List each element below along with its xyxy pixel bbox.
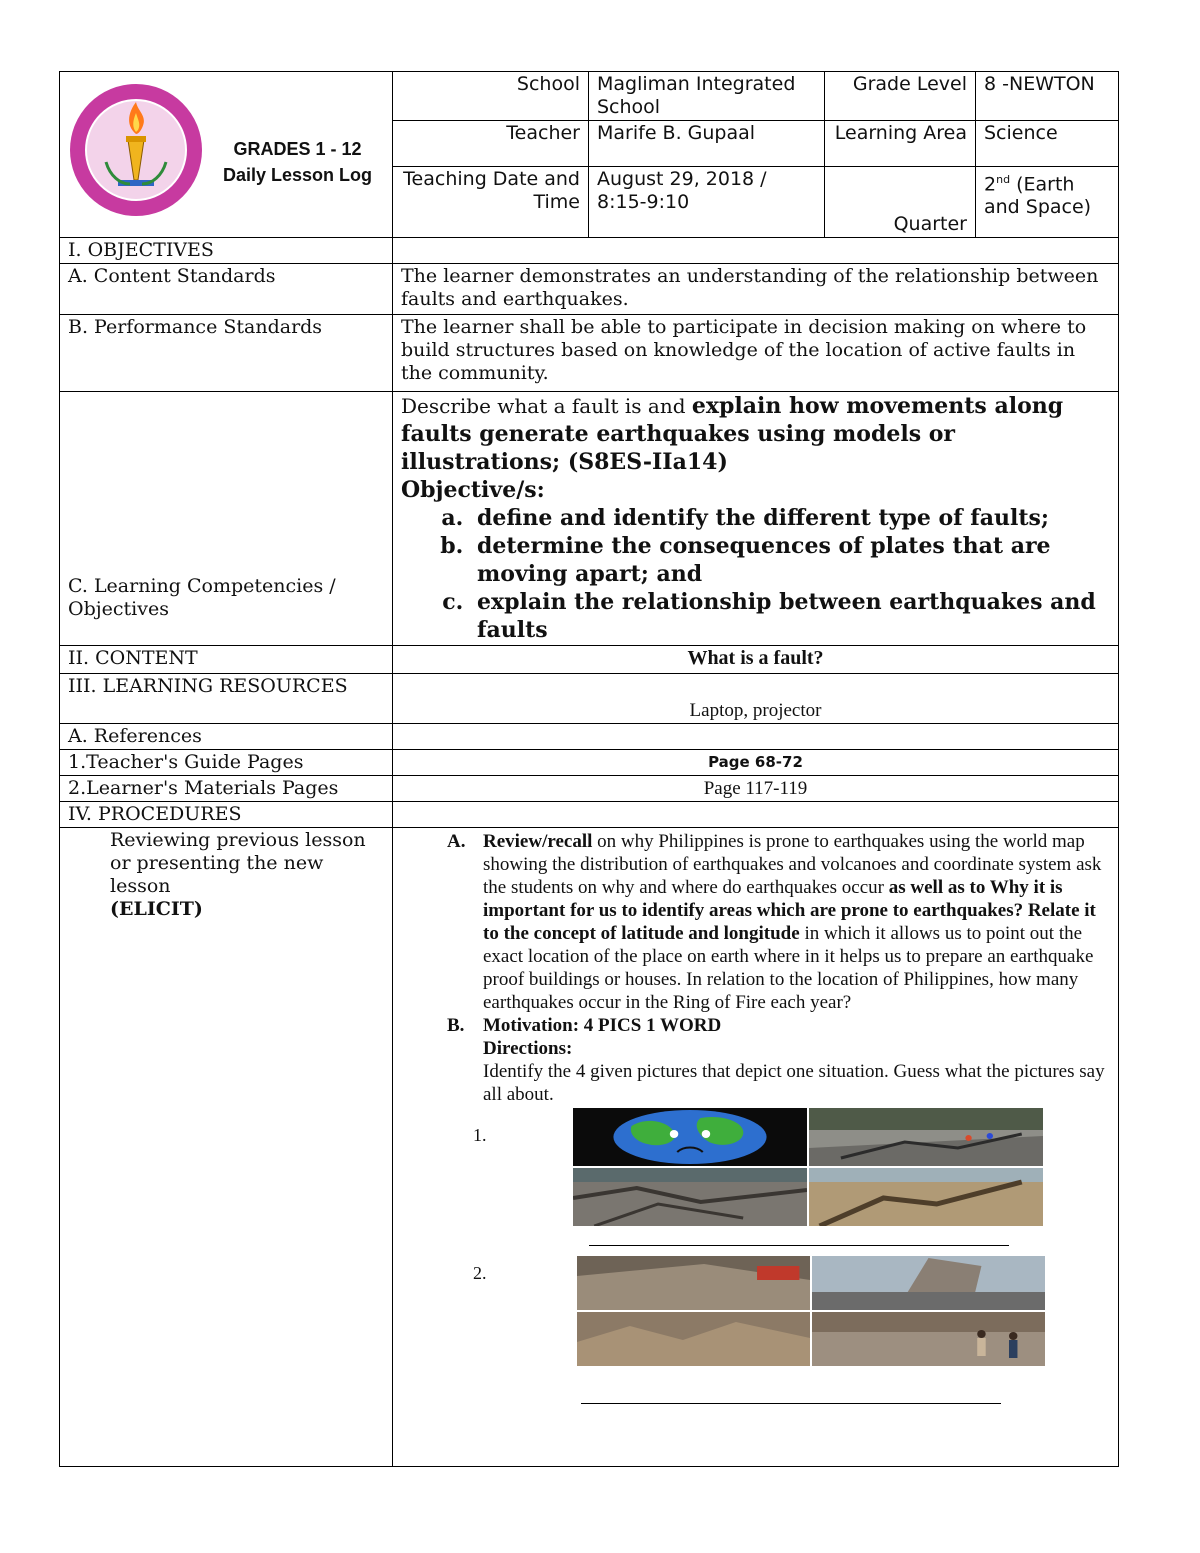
motivation-title: Motivation: 4 PICS 1 WORD: [483, 1015, 722, 1036]
learning-resources-value: Laptop, projector: [393, 674, 1119, 724]
grade-level-value: 8 -NEWTON: [976, 72, 1119, 121]
elicit-step-cell: [60, 828, 393, 1467]
picture-set-2-grid: [577, 1256, 1045, 1366]
learning-competencies-cell: [393, 392, 1119, 646]
elicit-step-label: Reviewing previous lesson or presenting the new lesson: [110, 829, 366, 897]
learners-materials-label: 2.Learner's Materials Pages: [60, 776, 393, 802]
rubble-street-picture: [577, 1312, 810, 1366]
quarter-number: 2: [984, 173, 997, 196]
content-standards-label: A. Content Standards: [60, 264, 393, 315]
collapsed-storefront-picture: [577, 1256, 810, 1310]
objectives-title: Objective/s:: [401, 477, 545, 503]
quarter-label: Quarter: [825, 167, 976, 238]
date-value: August 29, 2018 / 8:15-9:10: [589, 167, 825, 238]
picture-set-1-number: 1.: [473, 1125, 487, 1145]
school-value: Magliman Integrated School: [589, 72, 825, 121]
objective-list: [401, 504, 1110, 644]
damaged-pavement-picture: [573, 1168, 807, 1226]
objective-item: c. explain the relationship between earthquakes and faults: [471, 588, 1110, 644]
objectives-heading-blank: [393, 238, 1119, 264]
review-bold-question: as well as to Why it is important for us to identify areas which are prone to earthquakes? Relate it to the concept of latitude and longitude: [483, 877, 1096, 944]
teachers-guide-label: 1.Teacher's Guide Pages: [60, 750, 393, 776]
teacher-value: Marife B. Gupaal: [589, 121, 825, 167]
review-marker: A.: [447, 831, 466, 852]
objectives-heading: I. OBJECTIVES: [60, 238, 393, 264]
elicit-activity-cell: [393, 828, 1119, 1467]
quarter-description: (Earth and Space): [984, 173, 1092, 219]
grades-title-block: [210, 136, 385, 188]
learning-area-value: Science: [976, 121, 1119, 167]
performance-standards-text: The learner shall be able to participate in decision making on where to build structures based on knowledge of the location of active faults in the community.: [393, 315, 1119, 392]
teachers-guide-value: Page 68-72: [393, 750, 1119, 776]
teacher-label: Teacher: [393, 121, 589, 167]
picture-set-2-answer-line: [581, 1403, 1001, 1404]
grades-label: GRADES 1 - 12: [233, 139, 362, 159]
content-value: What is a fault?: [393, 646, 1119, 674]
learning-resources-heading: III. LEARNING RESOURCES: [60, 674, 393, 724]
school-label: School: [393, 72, 589, 121]
content-standards-text: The learner demonstrates an understanding of the relationship between faults and earthquakes.: [393, 264, 1119, 315]
elicit-step-tag: (ELICIT): [110, 898, 203, 920]
picture-set-1-grid: [573, 1108, 1043, 1226]
daily-lesson-log-title: Daily Lesson Log: [222, 165, 373, 185]
quarter-value: [976, 167, 1119, 238]
review-recall-item: [401, 830, 1110, 1014]
directions-text: Identify the 4 given pictures that depict one situation. Guess what the pictures say all about.: [483, 1061, 1105, 1105]
review-bold-lead: Review/recall: [483, 831, 593, 852]
learners-materials-value: Page 117-119: [393, 776, 1119, 802]
crying-earth-picture: [573, 1108, 807, 1166]
picture-set-1: [401, 1106, 1110, 1256]
ground-fissure-picture: [809, 1168, 1043, 1226]
references-label: A. References: [60, 724, 393, 750]
directions-label: Directions:: [483, 1038, 573, 1059]
performance-standards-label: B. Performance Standards: [60, 315, 393, 392]
competency-bold: explain how movements along faults generate earthquakes using models or illustrations; (S8ES-IIa14): [401, 393, 1064, 475]
competency-lead: Describe what a fault is and: [401, 394, 692, 418]
review-text-1: on why Philippines is prone to earthquakes using the world map showing the distribution of earthquakes and volcanoes and coordinate system ask the students on why and where do earthquakes occur: [483, 831, 1102, 898]
logo-text: [66, 80, 67, 81]
review-text-2: in which it allows us to point out the exact location of the place on earth where in it helps us to prepare an earthquake proof buildings or houses. In relation to the location of Philippines, how many earthquakes occur in the Ring of Fire each year?: [483, 923, 1094, 1013]
daily-lesson-log-table: [59, 71, 1119, 1467]
picture-set-1-answer-line: [589, 1245, 1009, 1246]
learning-competencies-label: C. Learning Competencies / Objectives: [60, 392, 393, 646]
content-heading: II. CONTENT: [60, 646, 393, 674]
motivation-item: [401, 1014, 1110, 1106]
cracked-road-picture: [809, 1108, 1043, 1166]
quarter-superscript: nd: [996, 173, 1011, 186]
objective-item: b. determine the consequences of plates that are moving apart; and: [471, 532, 1110, 588]
date-label: Teaching Date and Time: [393, 167, 589, 238]
grade-level-label: Grade Level: [825, 72, 976, 121]
picture-set-2: [401, 1256, 1110, 1406]
picture-set-2-number: 2.: [473, 1263, 487, 1283]
objective-item: a. define and identify the different type of faults;: [471, 504, 1110, 532]
procedures-heading: IV. PROCEDURES: [60, 802, 393, 828]
people-near-damage-picture: [812, 1312, 1045, 1366]
learning-area-label: Learning Area: [825, 121, 976, 167]
school-header-cell: [60, 72, 393, 238]
procedures-heading-blank: [393, 802, 1119, 828]
references-blank: [393, 724, 1119, 750]
competency-statement: [401, 392, 1110, 476]
motivation-marker: B.: [447, 1015, 465, 1036]
school-logo: [66, 80, 206, 220]
tilted-building-picture: [812, 1256, 1045, 1310]
